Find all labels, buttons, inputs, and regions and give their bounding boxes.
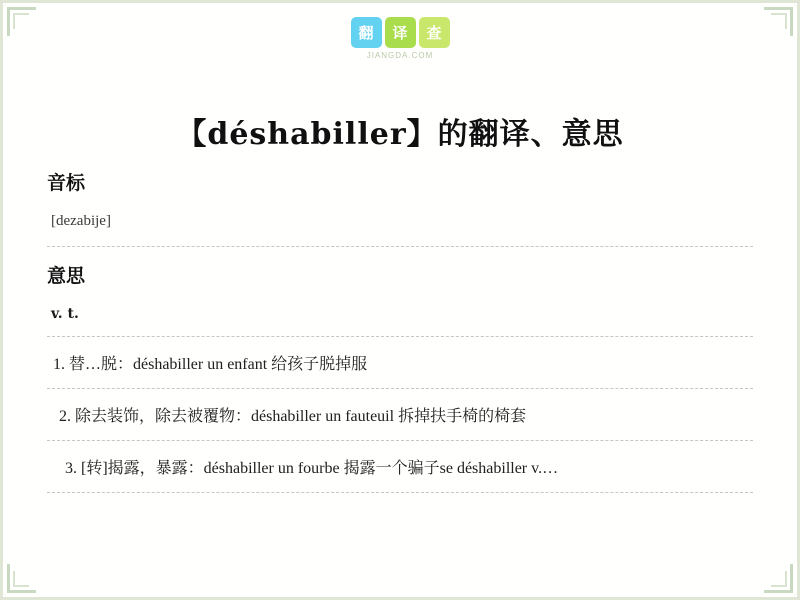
site-logo[interactable]	[3, 17, 797, 60]
divider	[47, 246, 753, 247]
phonetic-value: [dezabije]	[51, 213, 111, 229]
sense-item: 2. 除去装饰，除去被覆物：déshabiller un fauteuil 拆掉扶手椅的椅套	[59, 408, 527, 425]
corner-ornament-inner-bottom-right	[771, 571, 787, 587]
phonetic-heading: 音标	[47, 172, 86, 194]
page-title: 【déshabiller】的翻译、意思	[176, 117, 624, 153]
part-of-speech: v. t.	[51, 306, 79, 322]
logo-tile-3: 查	[419, 17, 450, 48]
divider	[47, 336, 753, 337]
divider	[47, 492, 753, 493]
sense-item: 1. 替…脱：déshabiller un enfant 给孩子脱掉服	[53, 356, 368, 373]
logo-caption: JIANGDA.COM	[366, 51, 434, 60]
divider	[47, 388, 753, 389]
divider	[47, 440, 753, 441]
sense-item: 3. [转]揭露，暴露：déshabiller un fourbe 揭露一个骗子se déshabiller v.…	[65, 460, 559, 477]
logo-tile-1: 翻	[351, 17, 382, 48]
corner-ornament-inner-bottom-left	[13, 571, 29, 587]
logo-tile-2: 译	[385, 17, 416, 48]
logo-tiles	[351, 17, 450, 48]
content-area	[47, 168, 753, 507]
meaning-heading: 意思	[47, 265, 86, 287]
